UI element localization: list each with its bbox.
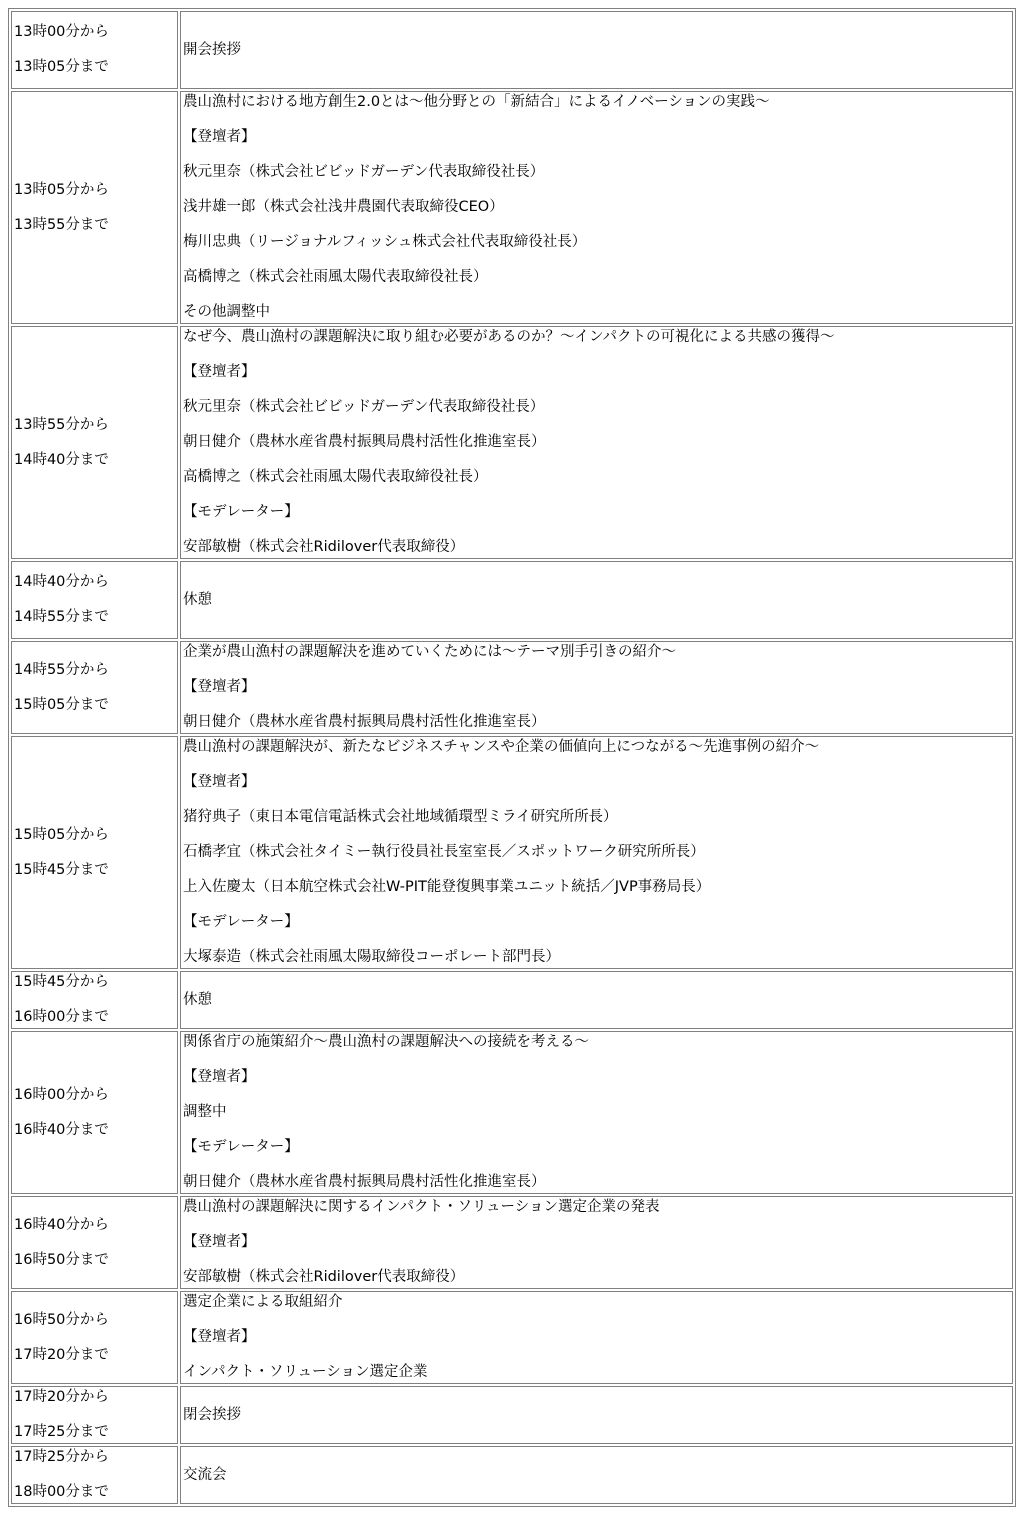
- schedule-body: [11, 11, 1013, 1504]
- schedule-row: [11, 1031, 1013, 1194]
- session-line: 【モデレーター】: [183, 914, 299, 930]
- time-cell: [11, 971, 178, 1029]
- session-line: 【モデレーター】: [183, 504, 299, 520]
- session-line: 大塚泰造（株式会社雨風太陽取締役コーポレート部門長）: [183, 949, 560, 965]
- session-line: 【モデレーター】: [183, 1139, 299, 1155]
- session-title: 閉会挨拶: [183, 1406, 241, 1423]
- end-time: 15時45分まで: [14, 861, 109, 878]
- session-line: 猪狩典子（東日本電信電話株式会社地域循環型ミライ研究所所長）: [183, 809, 618, 825]
- start-time: 16時50分から: [14, 1311, 109, 1328]
- session-title: 企業が農山漁村の課題解決を進めていくためには〜テーマ別手引きの紹介〜: [183, 644, 676, 660]
- session-line: 秋元里奈（株式会社ビビッドガーデン代表取締役社長）: [183, 399, 545, 415]
- start-time: 15時45分から: [14, 974, 109, 990]
- session-line: 秋元里奈（株式会社ビビッドガーデン代表取締役社長）: [183, 164, 545, 180]
- time-cell: [11, 641, 178, 734]
- end-time: 13時55分まで: [14, 216, 109, 233]
- end-time: 17時25分まで: [14, 1424, 109, 1440]
- schedule-row: [11, 326, 1013, 559]
- session-line: 【登壇者】: [183, 1329, 256, 1345]
- end-time: 17時20分まで: [14, 1346, 109, 1363]
- session-line: 安部敏樹（株式会社Ridilover代表取締役）: [183, 539, 465, 555]
- session-line: 上入佐慶太（日本航空株式会社W-PIT能登復興事業ユニット統括／JVP事務局長）: [183, 879, 711, 895]
- start-time: 17時25分から: [14, 1449, 109, 1465]
- schedule-row: [11, 91, 1013, 324]
- end-time: 16時00分まで: [14, 1009, 109, 1025]
- session-line: 【登壇者】: [183, 364, 256, 380]
- time-cell: [11, 11, 178, 89]
- schedule-table: [8, 8, 1016, 1507]
- session-title: 農山漁村における地方創生2.0とは〜他分野との「新結合」によるイノベーションの実践〜: [183, 94, 770, 110]
- start-time: 13時05分から: [14, 181, 109, 198]
- session-title: 休憩: [183, 991, 212, 1008]
- time-cell: [11, 736, 178, 969]
- start-time: 13時00分から: [14, 24, 109, 40]
- session-title: なぜ今、農山漁村の課題解決に取り組む必要があるのか？〜インパクトの可視化による共感の獲得〜: [183, 329, 835, 345]
- end-time: 14時55分まで: [14, 609, 109, 625]
- content-cell: [180, 561, 1013, 639]
- time-cell: [11, 561, 178, 639]
- content-cell: [180, 11, 1013, 89]
- time-cell: [11, 1196, 178, 1289]
- session-line: 【登壇者】: [183, 1069, 256, 1085]
- start-time: 14時40分から: [14, 574, 109, 590]
- session-line: その他調整中: [183, 304, 270, 320]
- start-time: 13時55分から: [14, 416, 109, 433]
- end-time: 18時00分まで: [14, 1484, 109, 1500]
- content-cell: [180, 971, 1013, 1029]
- session-title: 農山漁村の課題解決が、新たなビジネスチャンスや企業の価値向上につながる〜先進事例の紹介〜: [183, 739, 820, 755]
- session-line: 【登壇者】: [183, 129, 256, 145]
- session-line: 【登壇者】: [183, 679, 256, 695]
- content-cell: [180, 1446, 1013, 1504]
- schedule-row: [11, 11, 1013, 89]
- start-time: 16時00分から: [14, 1086, 109, 1103]
- session-line: 朝日健介（農林水産省農村振興局農村活性化推進室長）: [183, 714, 546, 730]
- session-line: 【登壇者】: [183, 1234, 256, 1250]
- session-title: 交流会: [183, 1466, 227, 1483]
- schedule-row: [11, 1386, 1013, 1444]
- session-title: 関係省庁の施策紹介〜農山漁村の課題解決への接続を考える〜: [183, 1034, 589, 1050]
- session-line: 朝日健介（農林水産省農村振興局農村活性化推進室長）: [183, 434, 546, 450]
- content-cell: [180, 1031, 1013, 1194]
- session-line: 安部敏樹（株式会社Ridilover代表取締役）: [183, 1269, 465, 1285]
- start-time: 17時20分から: [14, 1389, 109, 1405]
- schedule-row: [11, 1446, 1013, 1504]
- end-time: 16時50分まで: [14, 1251, 109, 1268]
- end-time: 16時40分まで: [14, 1121, 109, 1138]
- time-cell: [11, 1386, 178, 1444]
- session-title: 選定企業による取組紹介: [183, 1294, 343, 1310]
- start-time: 14時55分から: [14, 661, 109, 678]
- end-time: 14時40分まで: [14, 451, 109, 468]
- content-cell: [180, 1291, 1013, 1384]
- session-line: 朝日健介（農林水産省農村振興局農村活性化推進室長）: [183, 1174, 546, 1190]
- time-cell: [11, 1446, 178, 1504]
- time-cell: [11, 91, 178, 324]
- time-cell: [11, 326, 178, 559]
- content-cell: [180, 641, 1013, 734]
- schedule-row: [11, 1196, 1013, 1289]
- session-title: 農山漁村の課題解決に関するインパクト・ソリューション選定企業の発表: [183, 1199, 660, 1215]
- session-line: 高橋博之（株式会社雨風太陽代表取締役社長）: [183, 469, 488, 485]
- schedule-row: [11, 641, 1013, 734]
- schedule-row: [11, 971, 1013, 1029]
- content-cell: [180, 736, 1013, 969]
- end-time: 13時05分まで: [14, 59, 109, 75]
- schedule-container: [8, 8, 1016, 1507]
- start-time: 16時40分から: [14, 1216, 109, 1233]
- content-cell: [180, 91, 1013, 324]
- start-time: 15時05分から: [14, 826, 109, 843]
- session-line: 【登壇者】: [183, 774, 256, 790]
- schedule-row: [11, 561, 1013, 639]
- session-line: 石橋孝宜（株式会社タイミー執行役員社長室室長／スポットワーク研究所所長）: [183, 844, 705, 860]
- session-line: 浅井雄一郎（株式会社浅井農園代表取締役CEO）: [183, 199, 504, 215]
- end-time: 15時05分まで: [14, 696, 109, 713]
- content-cell: [180, 1196, 1013, 1289]
- content-cell: [180, 326, 1013, 559]
- session-line: 調整中: [183, 1104, 227, 1120]
- session-title: 開会挨拶: [183, 41, 241, 58]
- schedule-row: [11, 736, 1013, 969]
- session-line: 梅川忠典（リージョナルフィッシュ株式会社代表取締役社長）: [183, 234, 587, 250]
- schedule-row: [11, 1291, 1013, 1384]
- session-title: 休憩: [183, 591, 212, 608]
- session-line: 高橋博之（株式会社雨風太陽代表取締役社長）: [183, 269, 488, 285]
- time-cell: [11, 1031, 178, 1194]
- time-cell: [11, 1291, 178, 1384]
- content-cell: [180, 1386, 1013, 1444]
- session-line: インパクト・ソリューション選定企業: [183, 1364, 428, 1380]
